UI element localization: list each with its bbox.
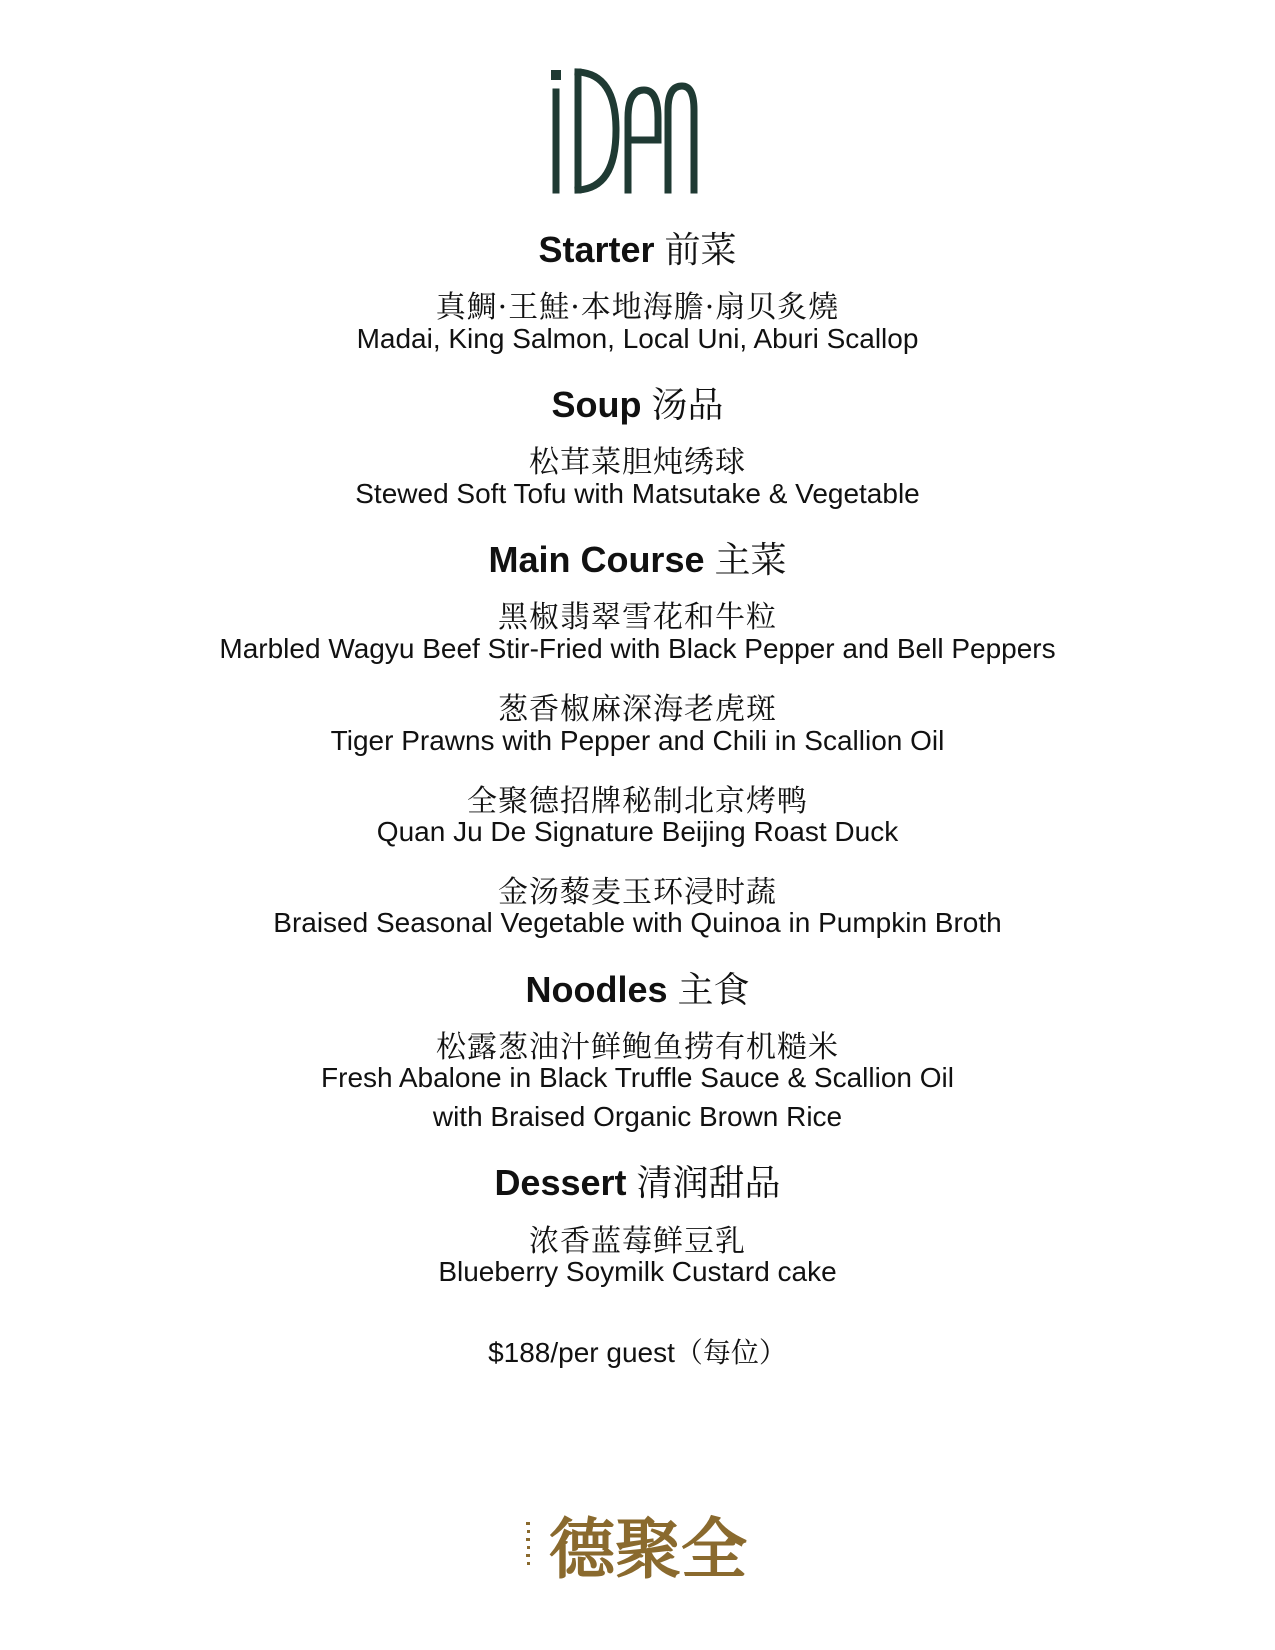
section-title-en: Soup bbox=[551, 384, 642, 425]
section-title-zh: 主菜 bbox=[714, 540, 787, 581]
section-heading-main-course bbox=[0, 532, 1275, 583]
section-heading-noodles bbox=[0, 962, 1275, 1013]
dish-name-zh: 黑椒翡翠雪花和牛粒 bbox=[498, 600, 777, 635]
dish-name-zh: 浓香蓝莓鲜豆乳 bbox=[529, 1224, 746, 1259]
section-title-zh: 主食 bbox=[677, 970, 750, 1011]
dish-name-en: Madai, King Salmon, Local Uni, Aburi Scallop bbox=[356, 323, 919, 354]
section-title-en: Main Course bbox=[488, 539, 705, 580]
dish-name-en: Stewed Soft Tofu with Matsutake & Vegetable bbox=[355, 478, 920, 509]
dish-name-en: Blueberry Soymilk Custard cake bbox=[438, 1256, 837, 1287]
dish-name-en: with Braised Organic Brown Rice bbox=[432, 1101, 843, 1132]
dish-name-zh: 松露葱油汁鲜鲍鱼捞有机糙米 bbox=[436, 1030, 839, 1065]
price-label: $188/per guest（每位） bbox=[488, 1337, 787, 1368]
quanjude-logo-text: 德聚全 bbox=[549, 1510, 747, 1588]
section-title-en: Dessert bbox=[494, 1162, 627, 1203]
section-heading-soup bbox=[0, 377, 1275, 428]
section-title-en: Noodles bbox=[525, 969, 668, 1010]
dish-name-en: Fresh Abalone in Black Truffle Sauce & Scallion Oil bbox=[321, 1062, 954, 1093]
section-title-zh: 清润甜品 bbox=[636, 1163, 781, 1204]
dish-name-en: Quan Ju De Signature Beijing Roast Duck bbox=[376, 816, 899, 847]
section-heading-starter bbox=[0, 222, 1275, 273]
dish-name-en: Braised Seasonal Vegetable with Quinoa in Pumpkin Broth bbox=[273, 907, 1002, 938]
dish-name-zh: 真鯛·王鮭·本地海膽·扇贝炙燒 bbox=[435, 290, 840, 325]
iden-logo-icon bbox=[548, 66, 698, 202]
dish-name-zh: 松茸菜胆炖绣球 bbox=[529, 445, 746, 480]
section-title-en: Starter bbox=[538, 229, 655, 270]
quanjude-logo-icon bbox=[524, 1500, 760, 1592]
dish-name-zh: 全聚德招牌秘制北京烤鸭 bbox=[467, 784, 808, 819]
dish-name-zh: 葱香椒麻深海老虎斑 bbox=[498, 692, 777, 727]
dish-name-zh: 金汤藜麦玉环浸时蔬 bbox=[498, 875, 777, 910]
section-title-zh: 汤品 bbox=[651, 385, 724, 426]
dish-name-en: Marbled Wagyu Beef Stir-Fried with Black Pepper and Bell Peppers bbox=[219, 633, 1056, 664]
section-heading-dessert bbox=[0, 1155, 1275, 1206]
section-title-zh: 前菜 bbox=[664, 230, 737, 271]
dish-name-en: Tiger Prawns with Pepper and Chili in Scallion Oil bbox=[330, 725, 945, 756]
